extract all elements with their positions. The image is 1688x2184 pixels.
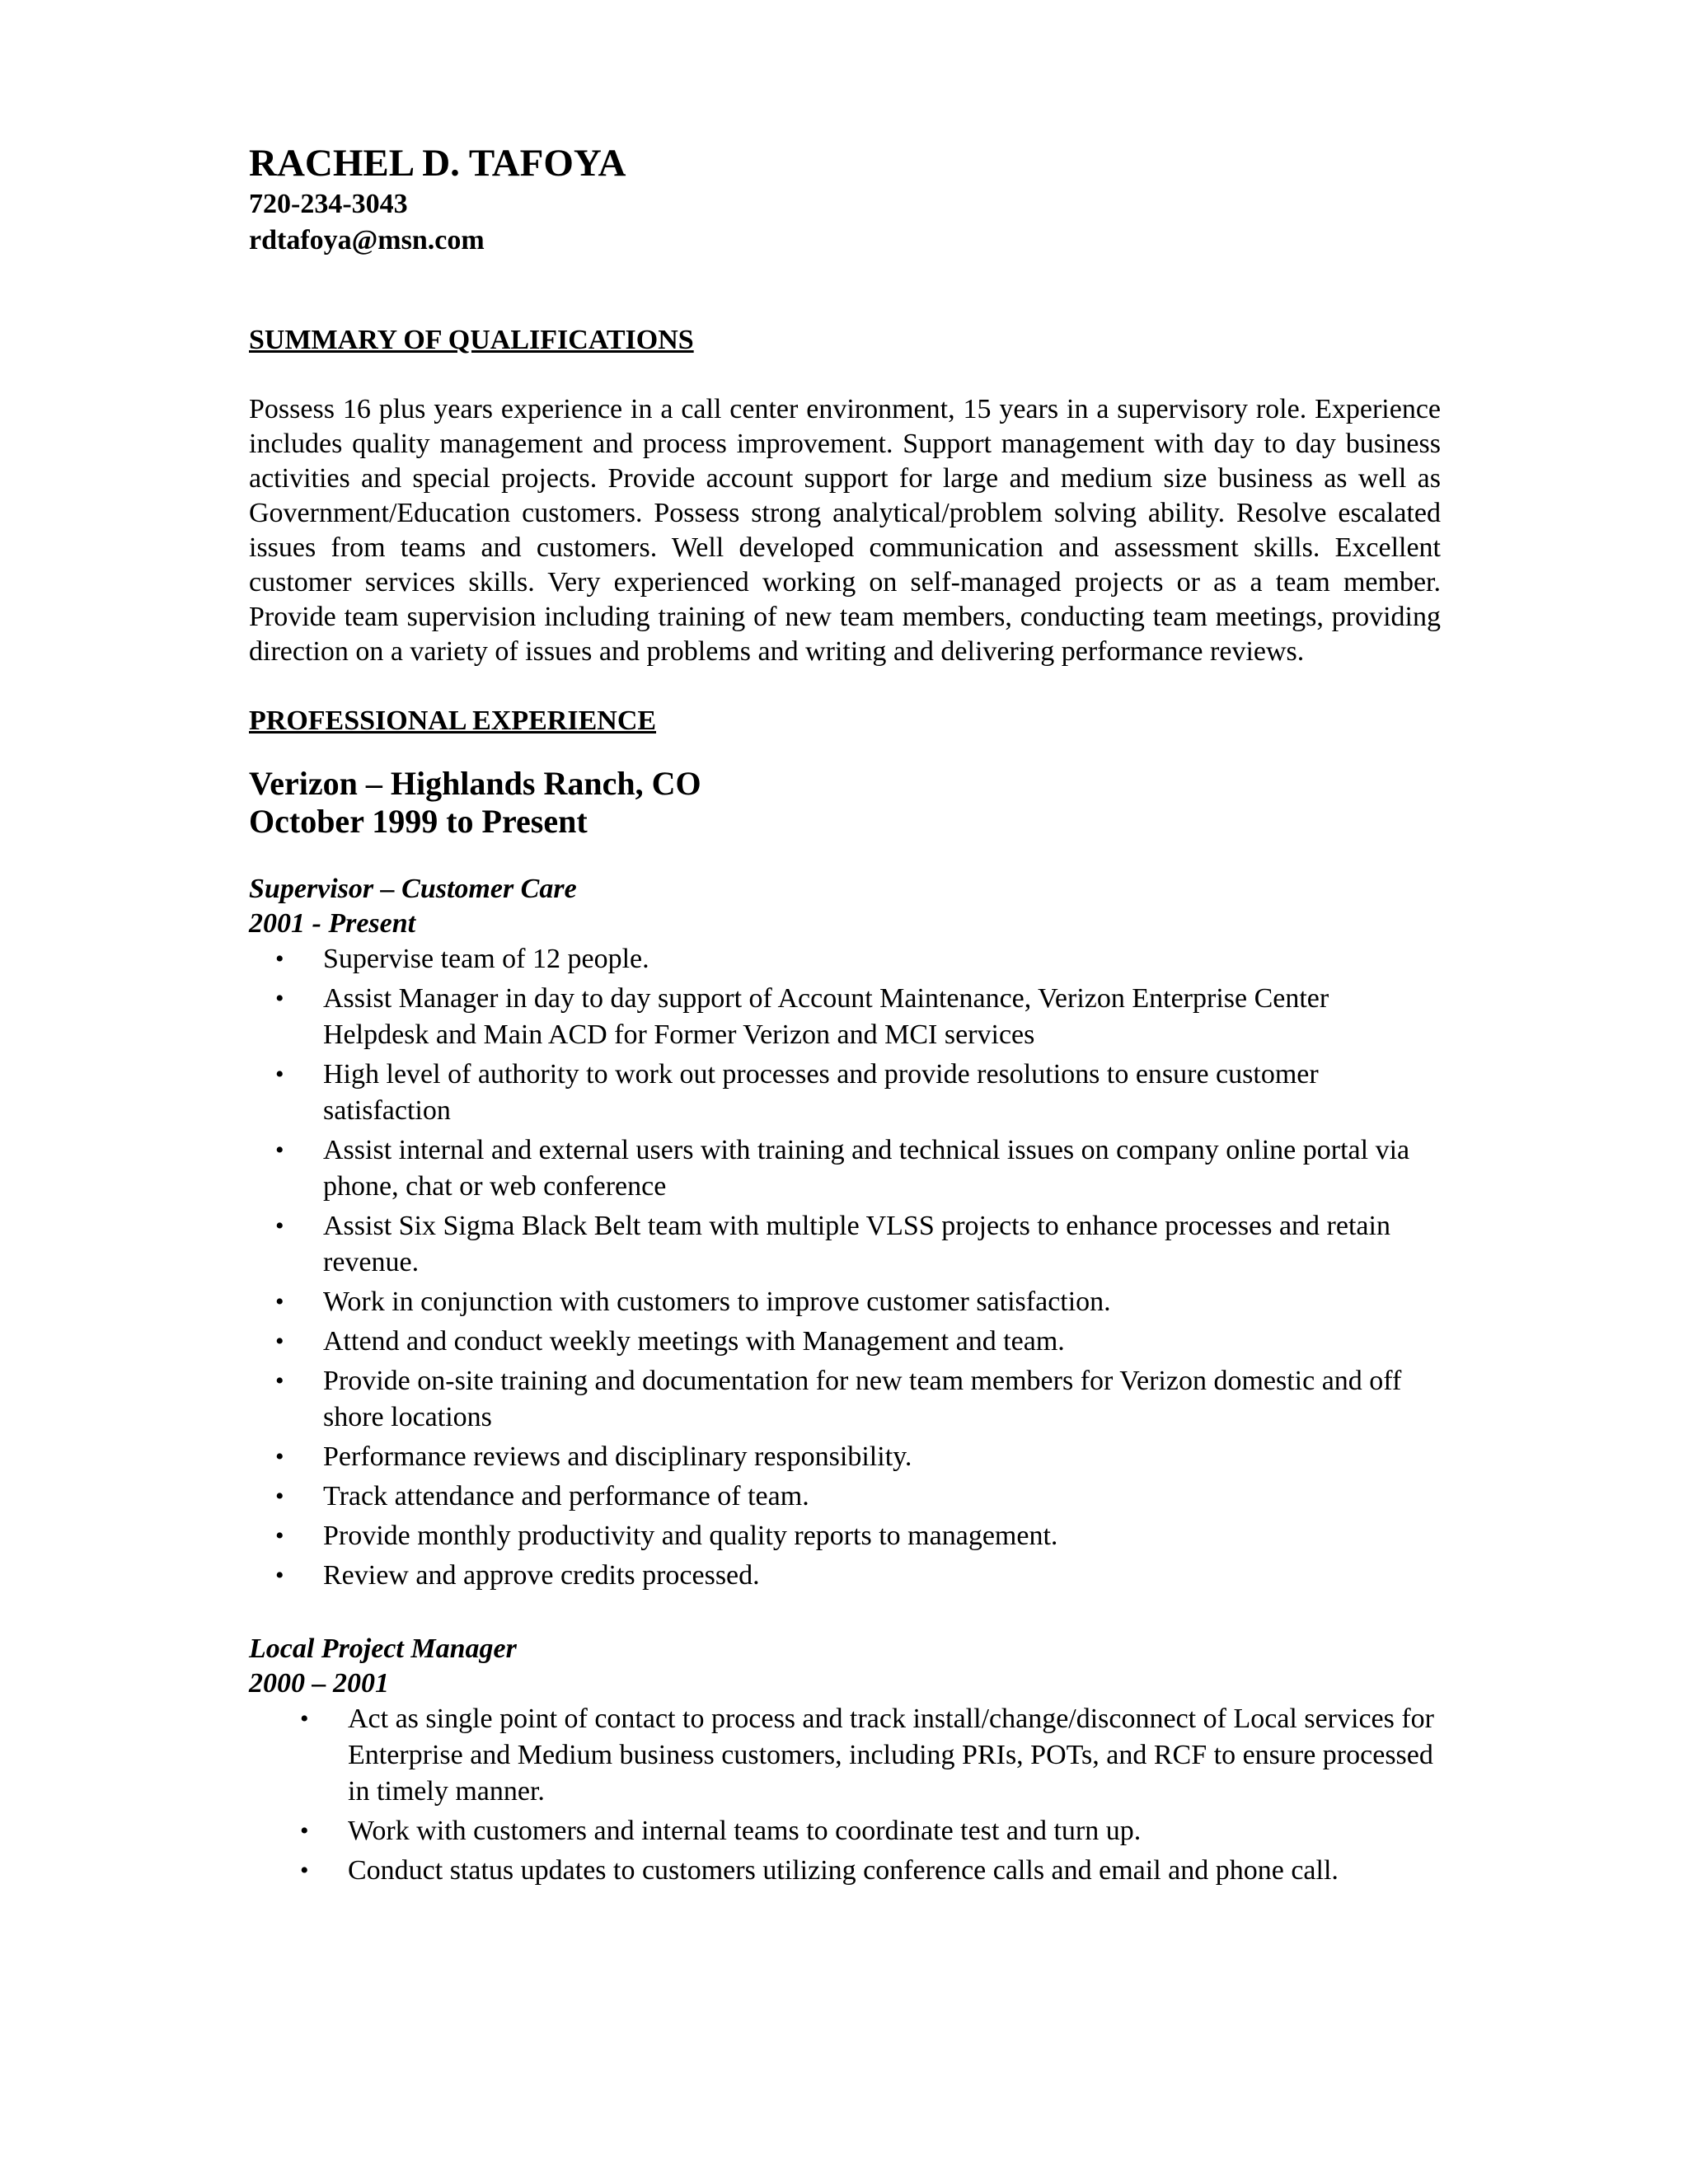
resume-page [249,140,1441,1892]
summary-heading: SUMMARY OF QUALIFICATIONS [249,325,694,355]
bullet-dot-icon: • [275,1288,284,1315]
bullet-dot-icon: • [275,1137,284,1164]
bullet-dot-icon: • [300,1705,309,1732]
bullet-item [249,941,1441,977]
role-dates: 2001 - Present [249,908,416,939]
bullet-item [249,1439,1441,1475]
role-title: Local Project Manager [249,1633,517,1664]
phone-number: 720-234-3043 [249,189,408,219]
role-title: Supervisor – Customer Care [249,874,577,904]
bullet-text: Provide on-site training and documentation for new team members for Verizon domestic and off shore locations [323,1366,1402,1432]
bullet-text: Act as single point of contact to process and track install/change/disconnect of Local services for Enterprise and Medium business customers, including PRIs, POTs, and RCF to ensure processed in timely manner. [348,1704,1434,1807]
role-dates: 2000 – 2001 [249,1668,389,1699]
bullet-text: Supervise team of 12 people. [323,944,649,974]
bullet-text: Review and approve credits processed. [323,1560,760,1591]
bullet-item [249,1132,1441,1205]
bullet-item [249,1284,1441,1320]
bullet-dot-icon: • [300,1817,309,1844]
bullet-text: Work with customers and internal teams to coordinate test and turn up. [348,1816,1142,1846]
role-bullet-list [249,1701,1441,1889]
bullet-text: Provide monthly productivity and quality reports to management. [323,1521,1058,1551]
role-bullet-list [249,941,1441,1594]
bullet-text: Assist Six Sigma Black Belt team with multiple VLSS projects to enhance processes and retain revenue. [323,1211,1390,1277]
company-dates: October 1999 to Present [249,803,588,840]
bullet-text: Track attendance and performance of team. [323,1481,809,1511]
bullet-item [249,1057,1441,1129]
bullet-item [249,1363,1441,1436]
bullet-dot-icon: • [275,1367,284,1394]
bullet-dot-icon: • [275,1443,284,1470]
candidate-name: RACHEL D. TAFOYA [249,142,626,185]
bullet-dot-icon: • [275,1522,284,1549]
bullet-dot-icon: • [275,1212,284,1240]
resume-header [249,140,1441,259]
bullet-item [249,1701,1441,1810]
bullet-dot-icon: • [275,1328,284,1355]
bullet-item [249,1324,1441,1360]
bullet-item [249,1813,1441,1849]
bullet-item [249,1558,1441,1594]
experience-heading: PROFESSIONAL EXPERIENCE [249,705,657,736]
bullet-dot-icon: • [275,1061,284,1088]
bullet-item [249,1208,1441,1281]
bullet-text: Performance reviews and disciplinary responsibility. [323,1441,912,1472]
bullet-text: Conduct status updates to customers utilizing conference calls and email and phone call. [348,1855,1339,1886]
bullet-dot-icon: • [275,985,284,1012]
bullet-text: Assist Manager in day to day support of Account Maintenance, Verizon Enterprise Center Helpdesk and Main ACD for Former Verizon and MCI services [323,983,1329,1050]
company-name: Verizon – Highlands Ranch, CO [249,765,701,802]
bullet-text: Work in conjunction with customers to improve customer satisfaction. [323,1286,1111,1317]
bullet-dot-icon: • [275,1562,284,1589]
bullet-item [249,981,1441,1053]
bullet-dot-icon: • [300,1857,309,1884]
bullet-dot-icon: • [275,1483,284,1510]
bullet-item [249,1479,1441,1515]
bullet-item [249,1518,1441,1554]
bullet-text: High level of authority to work out processes and provide resolutions to ensure customer satisfaction [323,1059,1319,1126]
email-address: rdtafoya@msn.com [249,225,485,255]
summary-paragraph: Possess 16 plus years experience in a call center environment, 15 years in a supervisory role. Experience includes quality management and process improvement. Support management with day to day business activities and special projects. Provide account support for large and medium size business as well as Government/Education customers. Possess strong analytical/problem solving ability. Resolve escalated issues from teams and customers. Well developed communication and assessment skills. Excellent customer services skills. Very experienced working on self-managed projects or as a team member. Provide team supervision including training of new team members, conducting team meetings, providing direction on a variety of issues and problems and writing and delivering performance reviews. [249,394,1441,667]
bullet-item [249,1853,1441,1889]
bullet-dot-icon: • [275,945,284,972]
bullet-text: Attend and conduct weekly meetings with Management and team. [323,1326,1065,1357]
bullet-text: Assist internal and external users with training and technical issues on company online portal via phone, chat or web conference [323,1135,1410,1202]
